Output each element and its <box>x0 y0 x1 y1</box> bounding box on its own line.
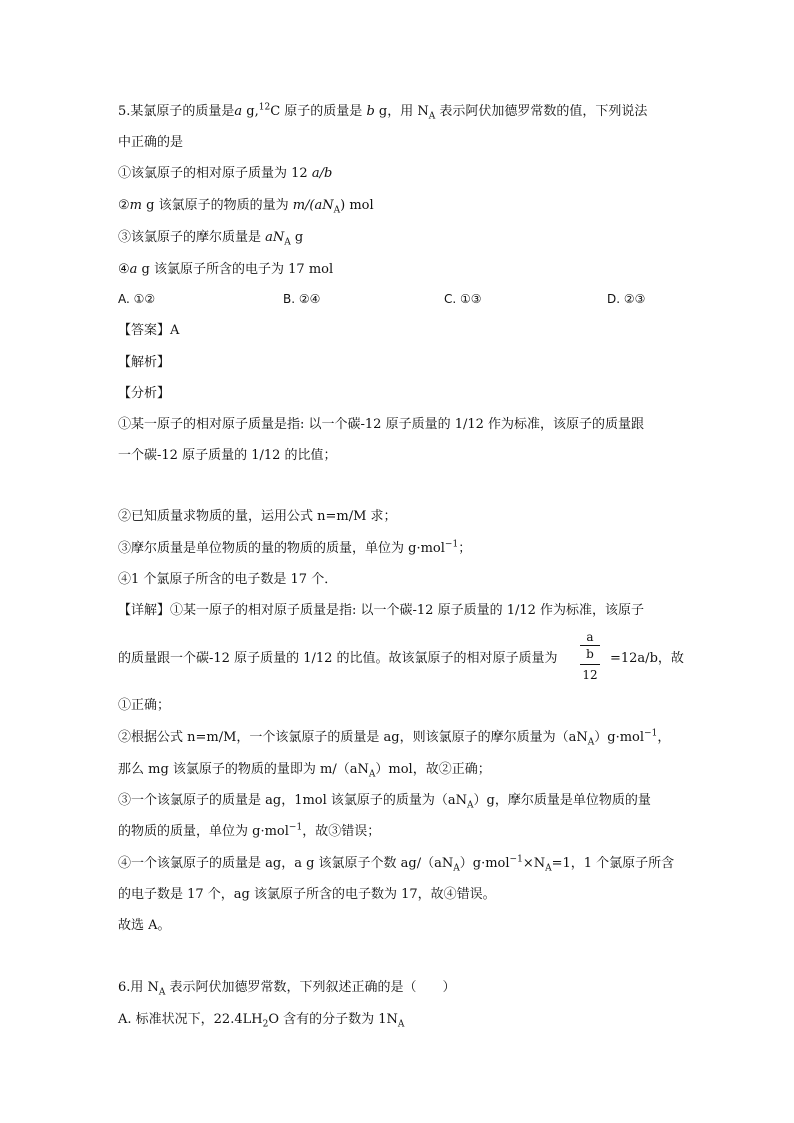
q5-statement-1 <box>118 165 332 183</box>
statement-text: g <box>290 230 304 245</box>
q6-option-a <box>118 1011 404 1029</box>
subscript-a: A <box>428 111 436 122</box>
q5-stem-line1 <box>118 103 647 121</box>
q5-stem-text: C 原子的质量是 <box>270 104 367 119</box>
statement-text: ③该氯原子的摩尔质量是 <box>118 230 266 245</box>
answer-line: 【答案】A <box>118 323 180 338</box>
detail-text: ）mol，故②正确； <box>375 762 491 777</box>
detail-text: 的物质的质量，单位为 g·mol <box>118 824 289 839</box>
q5-stem-text: g, <box>242 104 259 119</box>
q6-option-text: O 含有的分子数为 1N <box>268 1012 398 1027</box>
subscript-2: 2 <box>262 1019 269 1030</box>
q5-statement-3 <box>118 229 303 247</box>
detail-line2 <box>118 650 558 668</box>
detail-text: ④一个该氯原子的质量是 ag，a g 该氯原子个数 ag/（aN <box>118 856 454 871</box>
var-a: a <box>234 104 243 119</box>
superscript-minus-1: −1 <box>444 539 459 550</box>
subscript-a: A <box>368 769 376 780</box>
q6-stem-text: 表示阿伏加德罗常数，下列叙述正确的是（ ） <box>165 980 456 995</box>
detail-2-line1 <box>118 729 670 747</box>
statement-formula: aN <box>265 230 285 245</box>
subscript-a: A <box>158 987 166 998</box>
conclusion-line: 故选 A。 <box>118 918 171 933</box>
q5-option-b: B. ②④ <box>283 292 321 306</box>
q5-statement-2 <box>118 197 374 215</box>
superscript-minus-1: −1 <box>509 854 523 865</box>
detail-text: ，故③错误； <box>302 824 381 839</box>
fenxi-point-3 <box>118 540 471 558</box>
superscript-minus-1: −1 <box>288 822 303 833</box>
statement-text: g 该氯原子所含的电子为 17 mol <box>137 262 334 277</box>
analysis-heading: 【解析】 <box>118 355 171 370</box>
detail-4-line2: 的电子数是 17 个，ag 该氯原子所含的电子数为 17，故④错误。 <box>118 887 496 902</box>
fraction-denominator-b: b <box>580 645 600 662</box>
fraction-numerator-a: a <box>586 630 594 644</box>
q5-statement-4 <box>118 261 333 279</box>
subscript-a: A <box>333 205 341 216</box>
statement-formula: m/(aN <box>292 198 334 213</box>
detail-text: ×N <box>522 856 546 871</box>
subscript-a: A <box>284 237 291 248</box>
subscript-a: A <box>397 1019 405 1030</box>
superscript-minus-1: −1 <box>644 728 658 739</box>
detail-text: 那么 mg 该氯原子的物质的量即为 m/（aN <box>118 762 369 777</box>
subscript-a: A <box>587 737 595 748</box>
fenxi-point-1-line1: ①某一原子的相对原子质量是指: 以一个碳-12 原子质量的 1/12 作为标准，该原子的质量跟 <box>118 417 645 432</box>
q5-stem-line2: 中正确的是 <box>118 135 184 150</box>
fenxi-heading: 【分析】 <box>118 386 171 401</box>
detail-4-line1 <box>118 855 674 873</box>
var-a: a <box>129 262 138 277</box>
q6-option-text: A. 标准状况下，22.4LH <box>118 1012 263 1027</box>
detail-text: ， <box>657 730 671 745</box>
q6-stem-text: 6.用 N <box>118 980 159 995</box>
detail-text: =1，1 个氯原子所含 <box>551 856 675 871</box>
statement-text: ④ <box>118 262 130 277</box>
fenxi-text: ③摩尔质量是单位物质的量的物质的质量，单位为 g·mol <box>118 541 445 556</box>
q6-stem <box>118 979 456 997</box>
detail-text: ）g·mol <box>594 730 645 745</box>
detail-text: ）g，摩尔质量是单位物质的量 <box>473 793 651 808</box>
detail-line1: 【详解】①某一原子的相对原子质量是指: 以一个碳-12 原子质量的 1/12 作为标准，该原子 <box>118 603 645 618</box>
detail-text: ②根据公式 n=m/M，一个该氯原子的质量是 ag，则该氯原子的摩尔质量为（aN <box>118 730 588 745</box>
fenxi-point-2: ②已知质量求物质的量，运用公式 n=m/M 求； <box>118 509 397 524</box>
statement-text: ①该氯原子的相对原子质量为 12 <box>118 166 312 181</box>
detail-text: 的质量跟一个碳-12 原子质量的 1/12 的比值。故该氯原子的相对原子质量为 <box>118 651 558 666</box>
detail-line2-end: =12a/b，故 <box>610 651 684 666</box>
detail-3-line2 <box>118 823 380 841</box>
statement-text: g 该氯原子的物质的量为 <box>141 198 293 213</box>
superscript-12: 12 <box>258 102 271 113</box>
detail-3-line1 <box>118 792 651 810</box>
var-b: b <box>366 104 375 119</box>
detail-line3: ①正确； <box>118 698 171 713</box>
statement-formula: a/b <box>311 166 333 181</box>
detail-text: ③一个该氯原子的质量是 ag，1mol 该氯原子的质量为（aN <box>118 793 468 808</box>
subscript-a: A <box>545 863 552 874</box>
detail-text: ）g·mol <box>459 856 510 871</box>
subscript-a: A <box>467 800 474 811</box>
q5-stem-text: g，用 N <box>374 104 429 119</box>
q5-stem-text: 表示阿伏加德罗常数的值，下列说法 <box>435 104 648 119</box>
fraction-a-over-b-over-12 <box>580 629 600 685</box>
fenxi-point-4: ④1 个氯原子所含的电子数是 17 个． <box>118 572 338 587</box>
subscript-a: A <box>453 863 460 874</box>
q5-option-c: C. ①③ <box>444 292 482 306</box>
fraction-denominator-12: 12 <box>580 664 600 685</box>
q5-option-a: A. ①② <box>118 292 156 306</box>
q5-stem-text: 5.某氯原子的质量是 <box>118 104 235 119</box>
statement-text: ② <box>118 198 130 213</box>
fenxi-text: ； <box>458 541 472 556</box>
statement-text: ) mol <box>340 198 374 213</box>
detail-2-line2 <box>118 761 491 779</box>
q5-option-d: D. ②③ <box>607 292 646 306</box>
fenxi-point-1-line2: 一个碳-12 原子质量的 1/12 的比值； <box>118 448 337 463</box>
var-m: m <box>129 198 142 213</box>
